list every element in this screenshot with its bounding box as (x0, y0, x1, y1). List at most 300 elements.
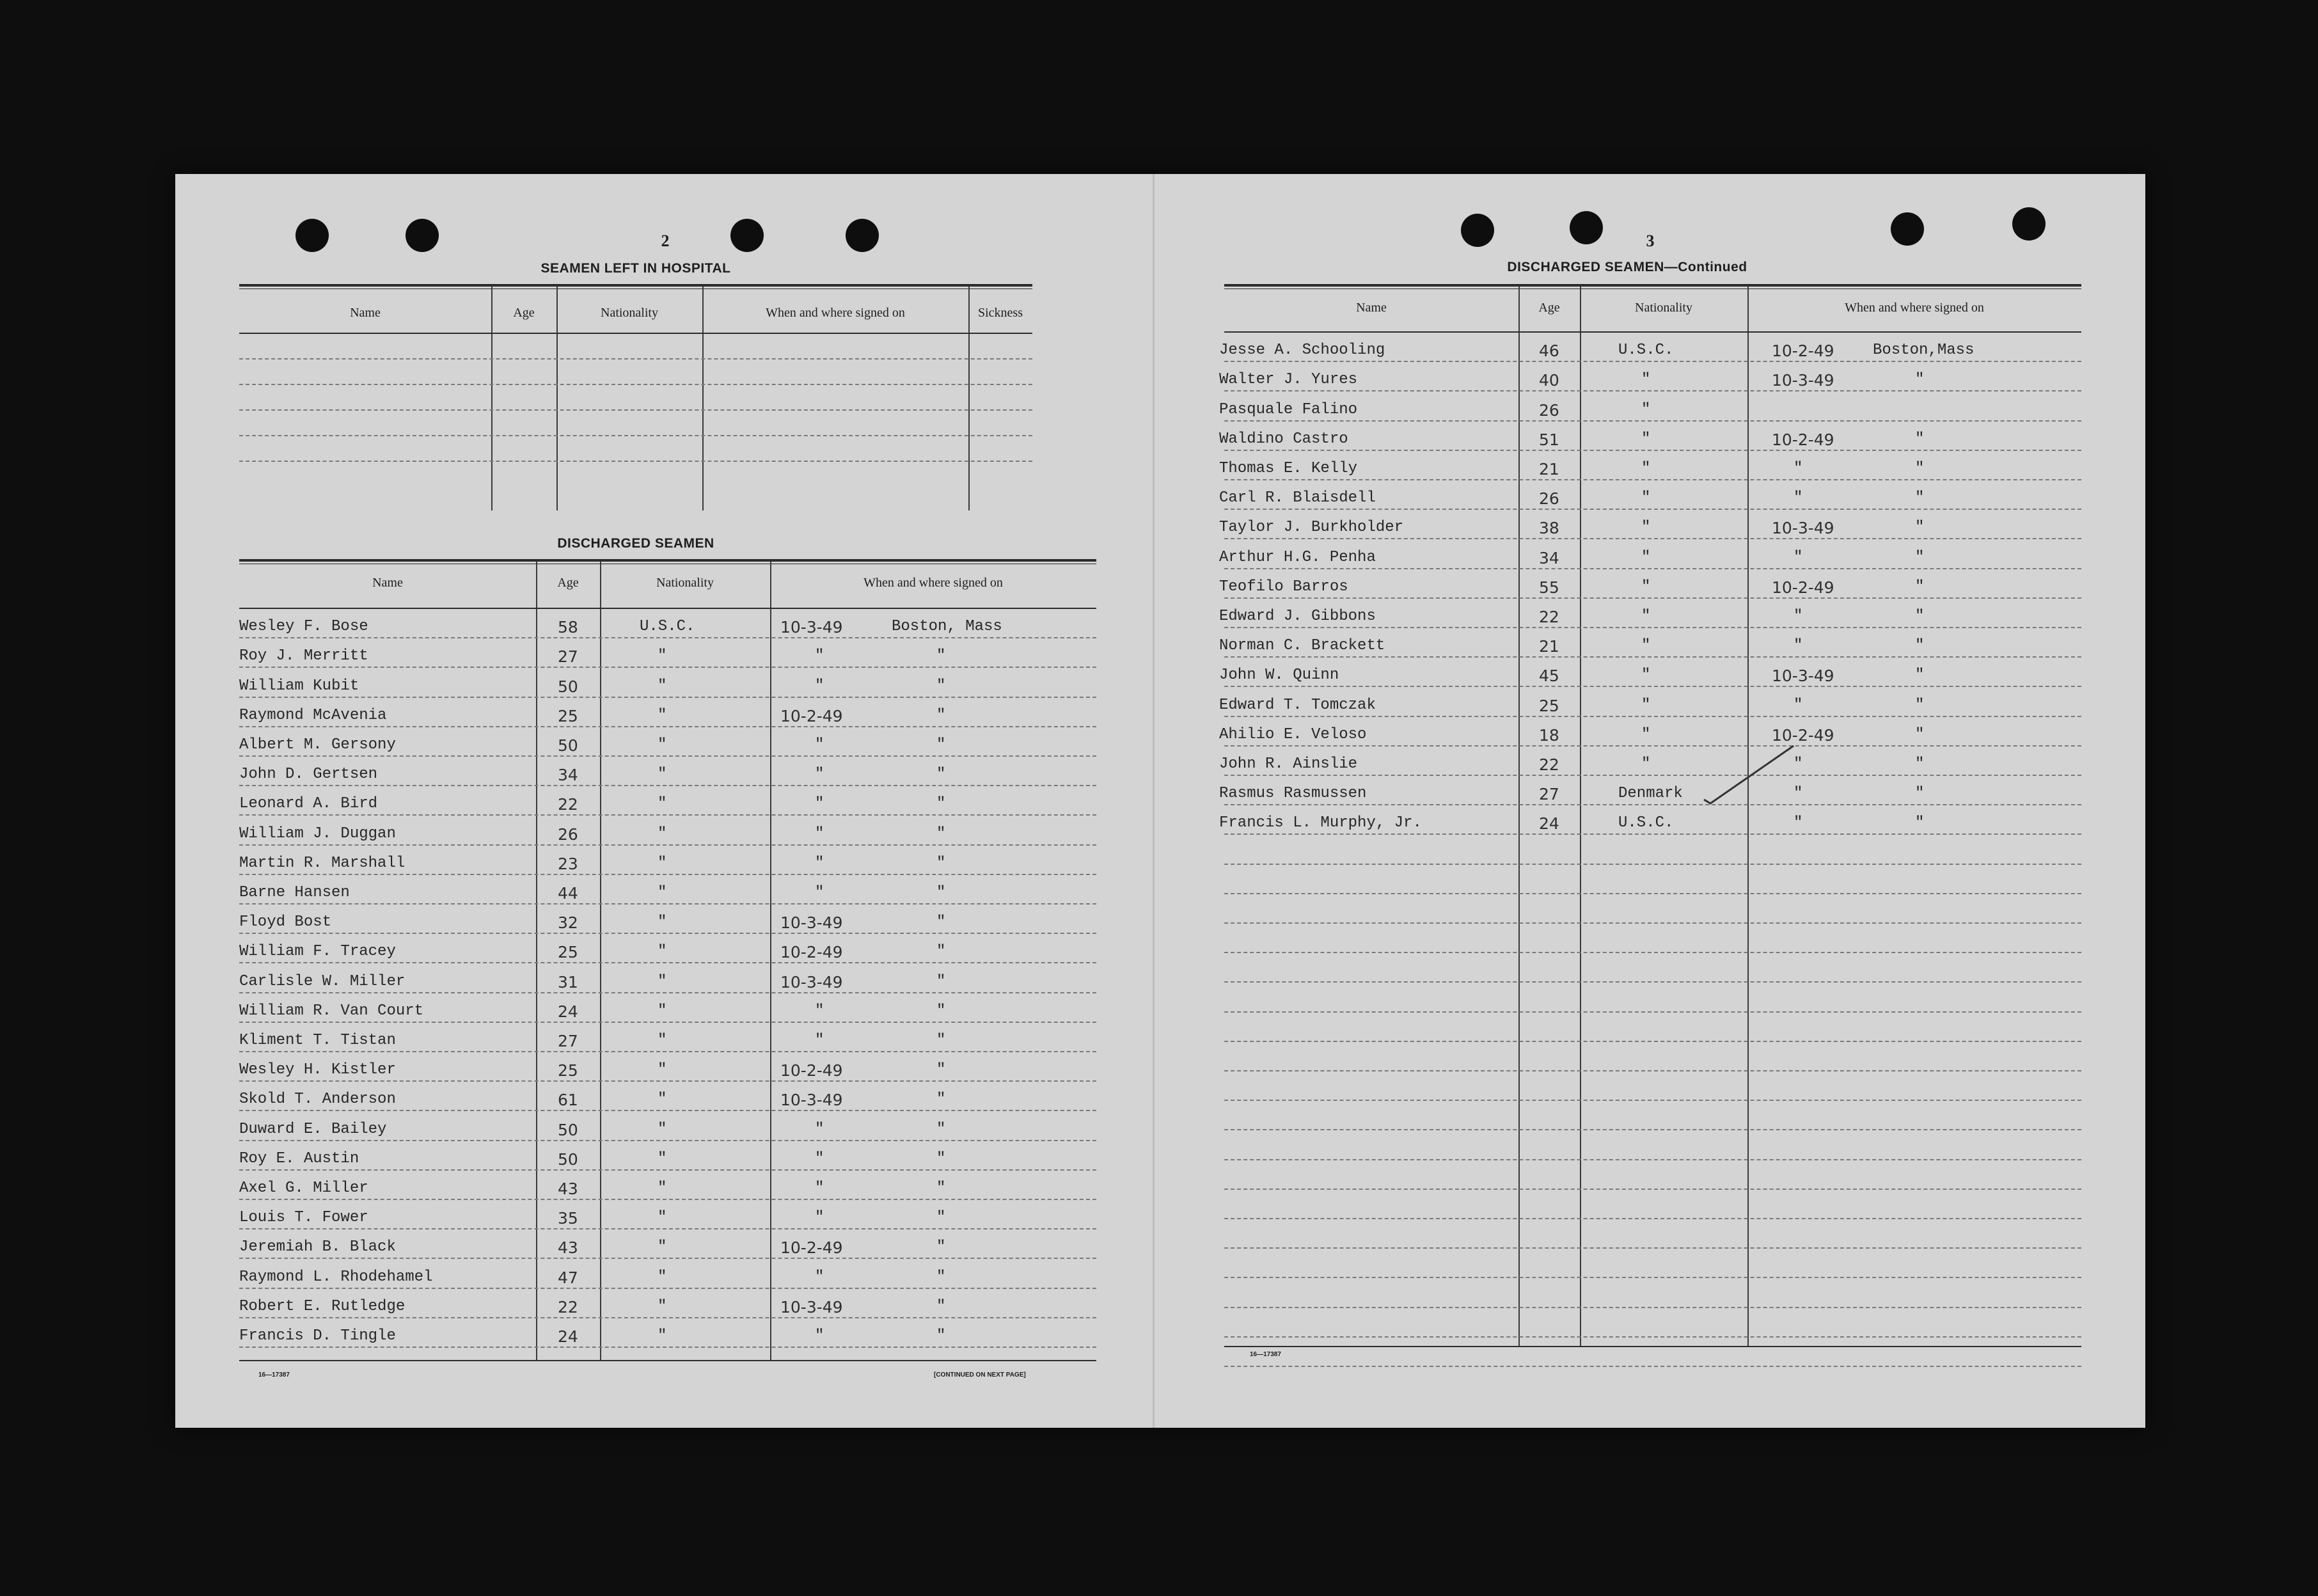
left-seaman-age: 47 (558, 1268, 578, 1287)
left-signed-on-date: " (815, 1002, 824, 1020)
left-seaman-age: 25 (558, 1061, 578, 1080)
right-seaman-nationality: " (1641, 489, 1651, 507)
left-row-line (239, 933, 1096, 934)
right-seaman-age: 21 (1539, 637, 1559, 656)
right-signed-on-place: " (1915, 608, 1925, 625)
form-number-left: 16—17387 (258, 1371, 290, 1379)
continued-note: [CONTINUED ON NEXT PAGE] (934, 1371, 1026, 1379)
left-seaman-name: Wesley F. Bose (239, 618, 368, 636)
left-seaman-name: Kliment T. Tistan (239, 1032, 396, 1049)
left-signed-on-place: " (936, 795, 946, 813)
right-signed-on-place: " (1915, 814, 1925, 832)
punch-hole (296, 219, 329, 252)
right-row-line (1224, 627, 2081, 628)
hospital-header-age: Age (513, 306, 535, 320)
left-seaman-age: 34 (558, 766, 578, 785)
left-seaman-age: 50 (558, 1150, 578, 1169)
left-signed-on-place: " (936, 1209, 946, 1227)
right-seaman-age: 25 (1539, 696, 1559, 715)
right-seaman-name: Thomas E. Kelly (1219, 460, 1358, 477)
left-seaman-age: 23 (558, 854, 578, 873)
left-row-line (239, 1288, 1096, 1289)
right-seaman-nationality: " (1641, 400, 1651, 418)
left-row-line (239, 903, 1096, 905)
left-signed-on-place: " (936, 677, 946, 695)
right-row-line (1224, 1336, 2081, 1338)
left-column-line (600, 562, 601, 1360)
right-seaman-age: 34 (1539, 548, 1559, 567)
right-row-line (1224, 1189, 2081, 1190)
left-row-line (239, 755, 1096, 757)
right-header-nationality: Nationality (1635, 301, 1692, 315)
left-header-nationality: Nationality (656, 576, 714, 590)
left-row-line (239, 874, 1096, 875)
right-seaman-name: Waldino Castro (1219, 430, 1348, 448)
left-seaman-name: William F. Tracey (239, 943, 396, 961)
right-column-line (1747, 287, 1749, 1346)
right-seaman-name: Ahilio E. Veloso (1219, 725, 1367, 743)
right-seaman-age: 21 (1539, 460, 1559, 478)
right-seaman-nationality: " (1641, 725, 1651, 743)
left-signed-on-place: " (936, 1091, 946, 1109)
left-seaman-nationality: U.S.C. (640, 618, 695, 636)
right-signed-on-date: " (1794, 460, 1803, 477)
left-seaman-nationality: " (658, 1150, 667, 1167)
left-seaman-age: 25 (558, 706, 578, 725)
left-signed-on-date: " (815, 1180, 824, 1197)
right-row-line (1224, 1100, 2081, 1101)
right-signed-on-date: 10-3-49 (1772, 371, 1834, 390)
right-seaman-age: 55 (1539, 578, 1559, 597)
punch-hole (2012, 207, 2046, 241)
right-seaman-age: 51 (1539, 430, 1559, 449)
left-signed-on-place: " (936, 1268, 946, 1286)
right-signed-on-place: " (1915, 371, 1925, 389)
left-seaman-nationality: " (658, 913, 667, 931)
right-seaman-name: Arthur H.G. Penha (1219, 548, 1376, 566)
right-signed-on-date: 10-3-49 (1772, 667, 1834, 686)
right-row-line (1224, 686, 2081, 687)
right-row-line (1224, 864, 2081, 865)
right-signed-on-date: " (1794, 637, 1803, 655)
right-row-line (1224, 1129, 2081, 1130)
left-seaman-name: Louis T. Fower (239, 1209, 368, 1227)
left-seaman-nationality: " (658, 1268, 667, 1286)
left-signed-on-date: 10-3-49 (780, 1091, 843, 1110)
right-seaman-name: Francis L. Murphy, Jr. (1219, 814, 1422, 832)
left-row-line (239, 1258, 1096, 1259)
hospital-row-line (239, 435, 1032, 436)
right-seaman-age: 18 (1539, 725, 1559, 745)
left-seaman-nationality: " (658, 825, 667, 842)
right-signed-on-place: " (1915, 725, 1925, 743)
punch-hole (1570, 211, 1603, 244)
left-seaman-nationality: " (658, 884, 667, 901)
left-seaman-nationality: " (658, 1238, 667, 1256)
right-row-line (1224, 1307, 2081, 1308)
right-row-line (1224, 390, 2081, 391)
handwritten-check-mark (1698, 742, 1803, 806)
left-seaman-name: Duward E. Bailey (239, 1120, 387, 1138)
left-row-line (239, 1051, 1096, 1052)
right-signed-on-place: " (1915, 519, 1925, 537)
right-seaman-name: Walter J. Yures (1219, 371, 1358, 389)
left-seaman-nationality: " (658, 1002, 667, 1020)
left-seaman-nationality: " (658, 1327, 667, 1345)
right-signed-on-place: " (1915, 489, 1925, 507)
left-seaman-age: 50 (558, 1120, 578, 1139)
right-row-line (1224, 1218, 2081, 1219)
left-seaman-name: Skold T. Anderson (239, 1091, 396, 1109)
right-signed-on-date: 10-2-49 (1772, 725, 1834, 745)
left-signed-on-place: " (936, 913, 946, 931)
right-seaman-name: Edward T. Tomczak (1219, 696, 1376, 714)
left-signed-on-date: 10-2-49 (780, 1238, 843, 1258)
right-signed-on-place: " (1915, 578, 1925, 596)
right-seaman-nationality: " (1641, 755, 1651, 773)
punch-hole (846, 219, 879, 252)
right-row-line (1224, 568, 2081, 569)
hospital-header-nationality: Nationality (601, 306, 658, 320)
left-header-when-where: When and where signed on (863, 576, 1003, 590)
left-row-line (239, 1317, 1096, 1318)
right-top-rule (1224, 284, 2081, 289)
left-row-line (239, 785, 1096, 786)
left-seaman-age: 44 (558, 884, 578, 903)
left-signed-on-date: 10-3-49 (780, 913, 843, 933)
left-seaman-age: 27 (558, 647, 578, 667)
left-signed-on-place: " (936, 854, 946, 872)
left-signed-on-date: " (815, 1327, 824, 1345)
left-row-line (239, 992, 1096, 993)
left-signed-on-place: " (936, 943, 946, 961)
left-seaman-name: William R. Van Court (239, 1002, 424, 1020)
left-seaman-name: William J. Duggan (239, 825, 396, 842)
left-signed-on-place: Boston, Mass (892, 618, 1002, 636)
right-row-line (1224, 1159, 2081, 1160)
right-row-line (1224, 745, 2081, 747)
left-signed-on-date: " (815, 766, 824, 784)
left-seaman-nationality: " (658, 854, 667, 872)
hospital-column-line (491, 287, 493, 510)
right-seaman-nationality: " (1641, 519, 1651, 537)
left-signed-on-date: " (815, 825, 824, 842)
right-seaman-nationality: " (1641, 608, 1651, 625)
left-signed-on-place: " (936, 1327, 946, 1345)
left-row-line (239, 1140, 1096, 1141)
hospital-header-when-where: When and where signed on (766, 306, 905, 320)
left-seaman-age: 43 (558, 1238, 578, 1258)
right-row-line (1224, 775, 2081, 776)
right-seaman-nationality: " (1641, 548, 1651, 566)
left-signed-on-place: " (936, 766, 946, 784)
hospital-column-line (702, 287, 704, 510)
right-signed-on-date: " (1794, 489, 1803, 507)
right-header-age: Age (1538, 301, 1560, 315)
right-seaman-nationality: Denmark (1618, 785, 1683, 803)
left-seaman-name: Robert E. Rutledge (239, 1297, 406, 1315)
hospital-row-line (239, 461, 1032, 462)
left-signed-on-date: " (815, 1032, 824, 1049)
left-seaman-name: Raymond McAvenia (239, 706, 387, 724)
left-signed-on-place: " (936, 1238, 946, 1256)
right-signed-on-date: " (1794, 785, 1803, 803)
left-header-rule (239, 608, 1096, 609)
left-signed-on-date: " (815, 795, 824, 813)
left-seaman-age: 35 (558, 1209, 578, 1228)
left-seaman-name: John D. Gertsen (239, 766, 378, 784)
left-row-line (239, 1169, 1096, 1171)
right-seaman-name: Jesse A. Schooling (1219, 342, 1385, 359)
right-seaman-name: John R. Ainslie (1219, 755, 1358, 773)
right-seaman-age: 46 (1539, 342, 1559, 361)
left-row-line (239, 1228, 1096, 1229)
left-seaman-nationality: " (658, 1061, 667, 1079)
right-row-line (1224, 479, 2081, 480)
right-row-line (1224, 597, 2081, 599)
left-seaman-nationality: " (658, 1209, 667, 1227)
right-seaman-name: Rasmus Rasmussen (1219, 785, 1367, 803)
right-signed-on-place: " (1915, 667, 1925, 684)
left-signed-on-place: " (936, 1061, 946, 1079)
left-row-line (239, 1199, 1096, 1200)
left-row-line (239, 697, 1096, 698)
right-seaman-name: Pasquale Falino (1219, 400, 1358, 418)
right-row-line (1224, 893, 2081, 894)
right-row-line (1224, 1247, 2081, 1249)
left-seaman-name: Francis D. Tingle (239, 1327, 396, 1345)
right-row-line (1224, 509, 2081, 510)
left-signed-on-date: " (815, 884, 824, 901)
right-row-line (1224, 1011, 2081, 1013)
discharged-continued-title: DISCHARGED SEAMEN—Continued (1507, 260, 1747, 274)
right-row-line (1224, 981, 2081, 983)
left-row-line (239, 667, 1096, 668)
left-seaman-age: 31 (558, 972, 578, 992)
left-seaman-age: 24 (558, 1002, 578, 1021)
left-row-line (239, 1110, 1096, 1111)
right-row-line (1224, 716, 2081, 717)
left-signed-on-date: " (815, 647, 824, 665)
page-number-right: 3 (1646, 232, 1655, 250)
left-column-line (536, 562, 537, 1360)
right-signed-on-place: " (1915, 755, 1925, 773)
right-seaman-nationality: " (1641, 430, 1651, 448)
left-seaman-nationality: " (658, 1091, 667, 1109)
left-seaman-name: Raymond L. Rhodehamel (239, 1268, 433, 1286)
right-seaman-name: Norman C. Brackett (1219, 637, 1385, 655)
left-seaman-age: 50 (558, 736, 578, 755)
left-signed-on-place: " (936, 884, 946, 901)
right-header-when-where: When and where signed on (1845, 301, 1984, 315)
right-seaman-nationality: " (1641, 578, 1651, 596)
right-seaman-nationality: " (1641, 696, 1651, 714)
right-row-line (1224, 656, 2081, 658)
left-seaman-age: 50 (558, 677, 578, 696)
left-seaman-name: Carlisle W. Miller (239, 972, 406, 990)
left-signed-on-date: " (815, 1120, 824, 1138)
left-seaman-age: 25 (558, 943, 578, 962)
left-bottom-rule (239, 1360, 1096, 1361)
right-seaman-nationality: " (1641, 637, 1651, 655)
discharged-top-rule (239, 559, 1096, 564)
right-row-line (1224, 922, 2081, 924)
right-seaman-nationality: " (1641, 371, 1651, 389)
hospital-column-line (968, 287, 970, 510)
hospital-header-sickness: Sickness (978, 306, 1023, 320)
right-signed-on-date: " (1794, 755, 1803, 773)
left-seaman-name: Martin R. Marshall (239, 854, 406, 872)
left-seaman-nationality: " (658, 795, 667, 813)
hospital-row-line (239, 409, 1032, 411)
right-row-line (1224, 1366, 2081, 1367)
left-seaman-age: 61 (558, 1091, 578, 1110)
left-signed-on-place: " (936, 1297, 946, 1315)
hospital-column-line (556, 287, 558, 510)
right-seaman-age: 27 (1539, 785, 1559, 804)
left-seaman-nationality: " (658, 1120, 667, 1138)
right-seaman-nationality: U.S.C. (1618, 814, 1674, 832)
right-row-line (1224, 361, 2081, 362)
left-seaman-name: Axel G. Miller (239, 1180, 368, 1197)
right-signed-on-place: " (1915, 696, 1925, 714)
right-signed-on-place: " (1915, 637, 1925, 655)
left-row-line (239, 1080, 1096, 1082)
left-signed-on-date: " (815, 1209, 824, 1227)
right-row-line (1224, 420, 2081, 422)
left-seaman-age: 27 (558, 1032, 578, 1050)
left-seaman-name: Floyd Bost (239, 913, 332, 931)
left-seaman-age: 26 (558, 825, 578, 844)
left-seaman-nationality: " (658, 647, 667, 665)
right-signed-on-date: 10-2-49 (1772, 342, 1834, 361)
left-seaman-name: Wesley H. Kistler (239, 1061, 396, 1079)
right-seaman-age: 40 (1539, 371, 1559, 390)
right-signed-on-date: " (1794, 814, 1803, 832)
left-signed-on-place: " (936, 1180, 946, 1197)
right-seaman-age: 24 (1539, 814, 1559, 834)
left-signed-on-date: 10-3-49 (780, 972, 843, 992)
left-row-line (239, 962, 1096, 963)
left-seaman-nationality: " (658, 706, 667, 724)
right-row-line (1224, 1070, 2081, 1071)
page-fold (1153, 174, 1155, 1428)
right-row-line (1224, 952, 2081, 953)
left-seaman-nationality: " (658, 972, 667, 990)
right-seaman-age: 22 (1539, 755, 1559, 774)
left-seaman-nationality: " (658, 1032, 667, 1049)
left-row-line (239, 814, 1096, 816)
left-signed-on-date: 10-3-49 (780, 618, 843, 637)
left-seaman-nationality: " (658, 736, 667, 754)
punch-hole (730, 219, 764, 252)
right-signed-on-date: 10-3-49 (1772, 519, 1834, 538)
left-signed-on-date: " (815, 854, 824, 872)
page-number-left: 2 (661, 232, 670, 250)
right-signed-on-place: Boston,Mass (1873, 342, 1975, 359)
right-seaman-nationality: U.S.C. (1618, 342, 1674, 359)
left-seaman-nationality: " (658, 943, 667, 961)
left-signed-on-date: " (815, 1150, 824, 1167)
right-seaman-age: 22 (1539, 608, 1559, 626)
hospital-header-name: Name (350, 306, 381, 320)
left-seaman-age: 32 (558, 913, 578, 933)
right-signed-on-place: " (1915, 548, 1925, 566)
right-signed-on-date: " (1794, 696, 1803, 714)
left-seaman-name: Jeremiah B. Black (239, 1238, 396, 1256)
left-seaman-name: William Kubit (239, 677, 359, 695)
punch-hole (406, 219, 439, 252)
right-signed-on-date: 10-2-49 (1772, 430, 1834, 449)
left-row-line (239, 637, 1096, 638)
left-signed-on-place: " (936, 736, 946, 754)
left-seaman-nationality: " (658, 766, 667, 784)
right-row-line (1224, 834, 2081, 835)
left-signed-on-date: 10-2-49 (780, 706, 843, 725)
punch-hole (1461, 214, 1494, 247)
right-seaman-nationality: " (1641, 460, 1651, 477)
left-signed-on-place: " (936, 706, 946, 724)
left-signed-on-place: " (936, 1002, 946, 1020)
left-row-line (239, 844, 1096, 846)
right-header-name: Name (1356, 301, 1387, 315)
left-signed-on-place: " (936, 1032, 946, 1049)
right-bottom-rule (1224, 1346, 2081, 1347)
right-row-line (1224, 1041, 2081, 1042)
left-signed-on-date: " (815, 677, 824, 695)
right-seaman-name: Teofilo Barros (1219, 578, 1348, 596)
discharged-section-title: DISCHARGED SEAMEN (557, 536, 714, 551)
left-column-line (770, 562, 771, 1360)
right-signed-on-date: " (1794, 548, 1803, 566)
right-signed-on-date: " (1794, 608, 1803, 625)
left-seaman-name: Barne Hansen (239, 884, 350, 901)
right-row-line (1224, 804, 2081, 805)
right-seaman-name: Carl R. Blaisdell (1219, 489, 1376, 507)
left-seaman-name: Roy J. Merritt (239, 647, 368, 665)
left-signed-on-date: " (815, 1268, 824, 1286)
right-seaman-name: Edward J. Gibbons (1219, 608, 1376, 625)
left-signed-on-place: " (936, 972, 946, 990)
right-signed-on-date: 10-2-49 (1772, 578, 1834, 597)
right-signed-on-place: " (1915, 430, 1925, 448)
left-row-line (239, 1347, 1096, 1348)
punch-hole (1891, 212, 1924, 246)
hospital-row-line (239, 358, 1032, 359)
hospital-row-line (239, 384, 1032, 385)
left-seaman-nationality: " (658, 1180, 667, 1197)
left-signed-on-place: " (936, 647, 946, 665)
left-signed-on-date: " (815, 736, 824, 754)
left-seaman-name: Leonard A. Bird (239, 795, 378, 813)
right-header-rule (1224, 331, 2081, 333)
left-seaman-age: 58 (558, 618, 578, 637)
left-seaman-name: Albert M. Gersony (239, 736, 396, 754)
left-signed-on-date: 10-2-49 (780, 943, 843, 962)
left-signed-on-place: " (936, 825, 946, 842)
document-spread (175, 174, 2145, 1428)
hospital-header-rule (239, 333, 1032, 334)
left-row-line (239, 726, 1096, 727)
left-seaman-age: 22 (558, 1297, 578, 1316)
right-seaman-age: 26 (1539, 400, 1559, 420)
left-signed-on-date: 10-2-49 (780, 1061, 843, 1080)
form-number-right: 16—17387 (1250, 1351, 1281, 1358)
left-seaman-age: 24 (558, 1327, 578, 1346)
right-row-line (1224, 450, 2081, 451)
left-header-name: Name (372, 576, 403, 590)
hospital-section-title: SEAMEN LEFT IN HOSPITAL (540, 261, 731, 276)
